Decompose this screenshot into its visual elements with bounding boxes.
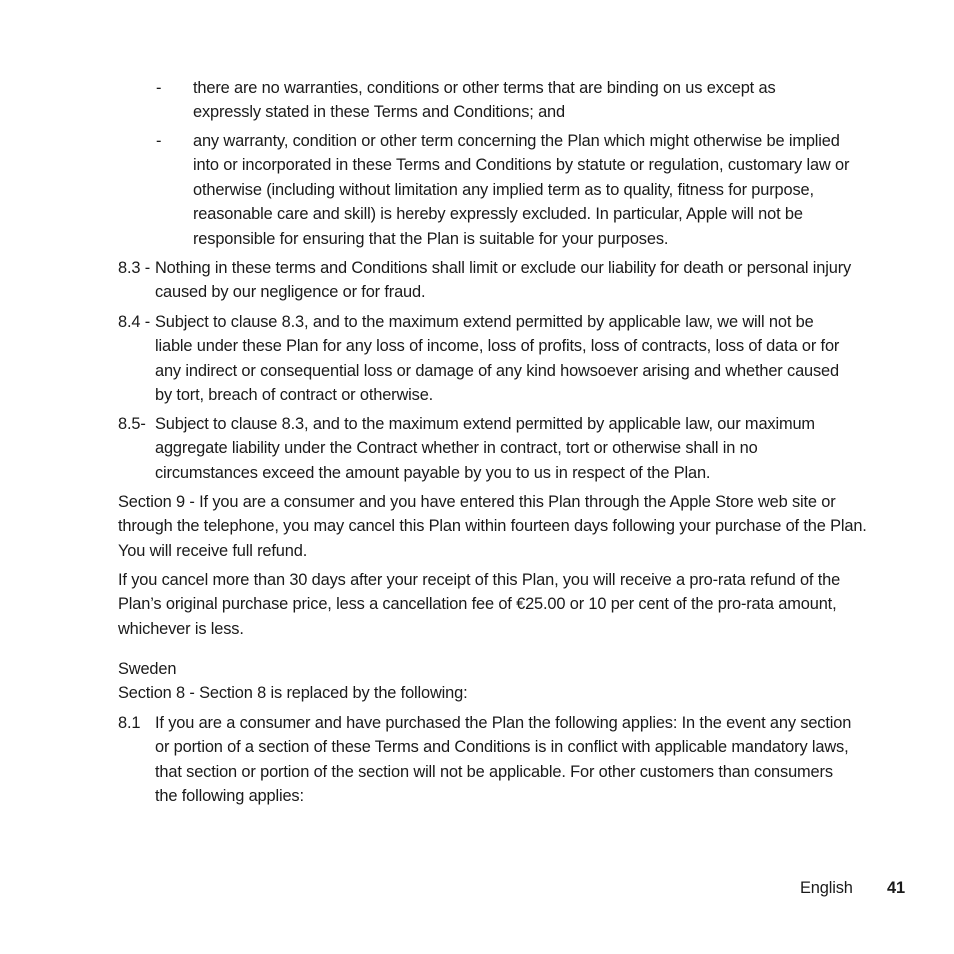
bullet-item bbox=[156, 76, 846, 125]
sweden-clause-8-1 bbox=[118, 711, 878, 809]
bullet-text: there are no warranties, conditions or other terms that are binding on us except as expressly stated in these Terms and Conditions; and bbox=[193, 79, 776, 122]
clause-8-4 bbox=[118, 310, 878, 408]
clause-text: Nothing in these terms and Conditions shall limit or exclude our liability for death or personal injury caused by our negligence or for fraud. bbox=[155, 259, 852, 302]
cancellation-paragraph: If you cancel more than 30 days after your receipt of this Plan, you will receive a pro-rata refund of the Plan’s original purchase price, less a cancellation fee of €25.00 or 10 per cent of the pro-rata amount, whichever is less. bbox=[118, 571, 841, 638]
clause-text: Subject to clause 8.3, and to the maximum extend permitted by applicable law, we will not be liable under these Plan for any loss of income, loss of profits, loss of contracts, loss of data or for any indirect or consequential loss or damage of any kind howsoever arising and whether caused by tort, breach of contract or otherwise. bbox=[155, 313, 840, 405]
clause-number: 8.1 bbox=[118, 714, 141, 732]
clause-number: 8.3 - bbox=[118, 259, 151, 277]
clause-text: If you are a consumer and have purchased the Plan the following applies: In the event any section or portion of a section of these Terms and Conditions is in conflict with applicable mandatory laws, that section or portion of the section will not be applicable. For other customers than consumers the following applies: bbox=[155, 714, 852, 806]
sweden-heading: Sweden bbox=[118, 660, 177, 678]
clause-8-3 bbox=[118, 256, 878, 305]
bullet-item bbox=[156, 129, 850, 251]
bullet-text: any warranty, condition or other term concerning the Plan which might otherwise be implied into or incorporated in these Terms and Conditions by statute or regulation, customary law or otherwise (including without limitation any implied term as to quality, fitness for purpose, reasonable care and skill) is hereby expressly excluded. In particular, Apple will not be responsible for ensuring that the Plan is suitable for your purposes. bbox=[193, 132, 850, 248]
page-number: 41 bbox=[887, 879, 905, 897]
sweden-intro: Section 8 - Section 8 is replaced by the following: bbox=[118, 684, 468, 702]
section-9-paragraph: Section 9 - If you are a consumer and you have entered this Plan through the Apple Store web site or through the telephone, you may cancel this Plan within fourteen days following your purchase of the Plan. You will receive full refund. bbox=[118, 493, 867, 560]
clause-number: 8.5- bbox=[118, 415, 146, 433]
clause-number: 8.4 - bbox=[118, 313, 151, 331]
footer-language: English bbox=[800, 879, 853, 897]
clause-8-5 bbox=[118, 412, 878, 485]
bullet-marker: - bbox=[156, 132, 162, 150]
clause-text: Subject to clause 8.3, and to the maximum extend permitted by applicable law, our maximum aggregate liability under the Contract whether in contract, tort or otherwise shall in no circumstances exceed the amount payable by you to us in respect of the Plan. bbox=[155, 415, 815, 482]
bullet-marker: - bbox=[156, 79, 162, 97]
